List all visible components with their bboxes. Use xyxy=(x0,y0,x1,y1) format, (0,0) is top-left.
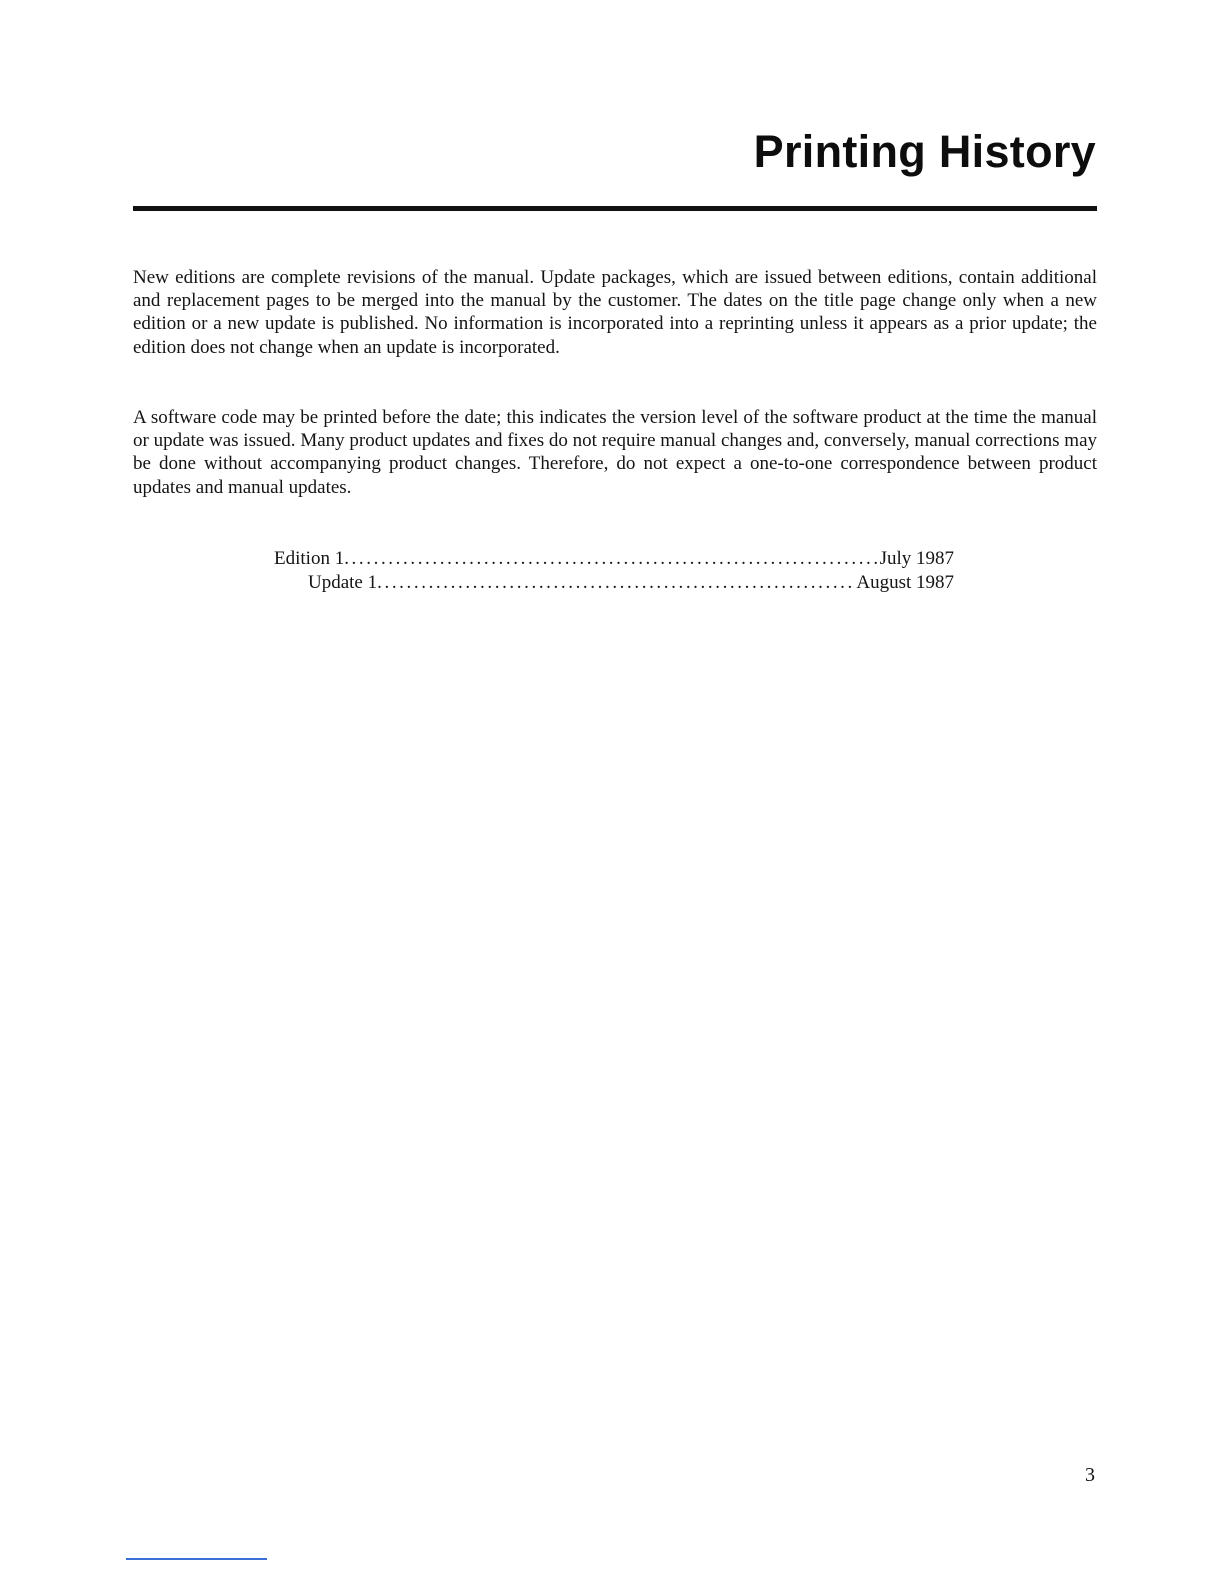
scan-edge-line xyxy=(126,1558,267,1560)
printing-history-list xyxy=(274,547,954,595)
software-code-paragraph: A software code may be printed before the date; this indicates the version level of the software product at the time the manual or update was issued. Many product updates and fixes do not require manual changes and, conversely, manual corrections may be done without accompanying product changes. Therefore, do not expect a one-to-one correspondence between product updates and manual updates. xyxy=(133,407,1097,498)
page-title: Printing History xyxy=(753,126,1096,177)
history-entry-edition xyxy=(274,547,954,571)
history-entry-date: July 1987 xyxy=(879,548,954,569)
dot-leader xyxy=(344,547,879,571)
history-entry-label: Edition 1 xyxy=(274,548,345,569)
page-number: 3 xyxy=(1085,1464,1095,1486)
history-entry-update xyxy=(274,571,954,595)
history-entry-label: Update 1 xyxy=(308,572,378,593)
dot-leader xyxy=(377,571,856,595)
history-entry-date: August 1987 xyxy=(856,572,954,593)
intro-paragraph: New editions are complete revisions of the manual. Update packages, which are issued between editions, contain additional and replacement pages to be merged into the manual by the customer. The dates on the title page change only when a new edition or a new update is published. No information is incorporated into a reprinting unless it appears as a prior update; the edition does not change when an update is incorporated. xyxy=(133,267,1097,358)
title-rule xyxy=(133,206,1097,211)
